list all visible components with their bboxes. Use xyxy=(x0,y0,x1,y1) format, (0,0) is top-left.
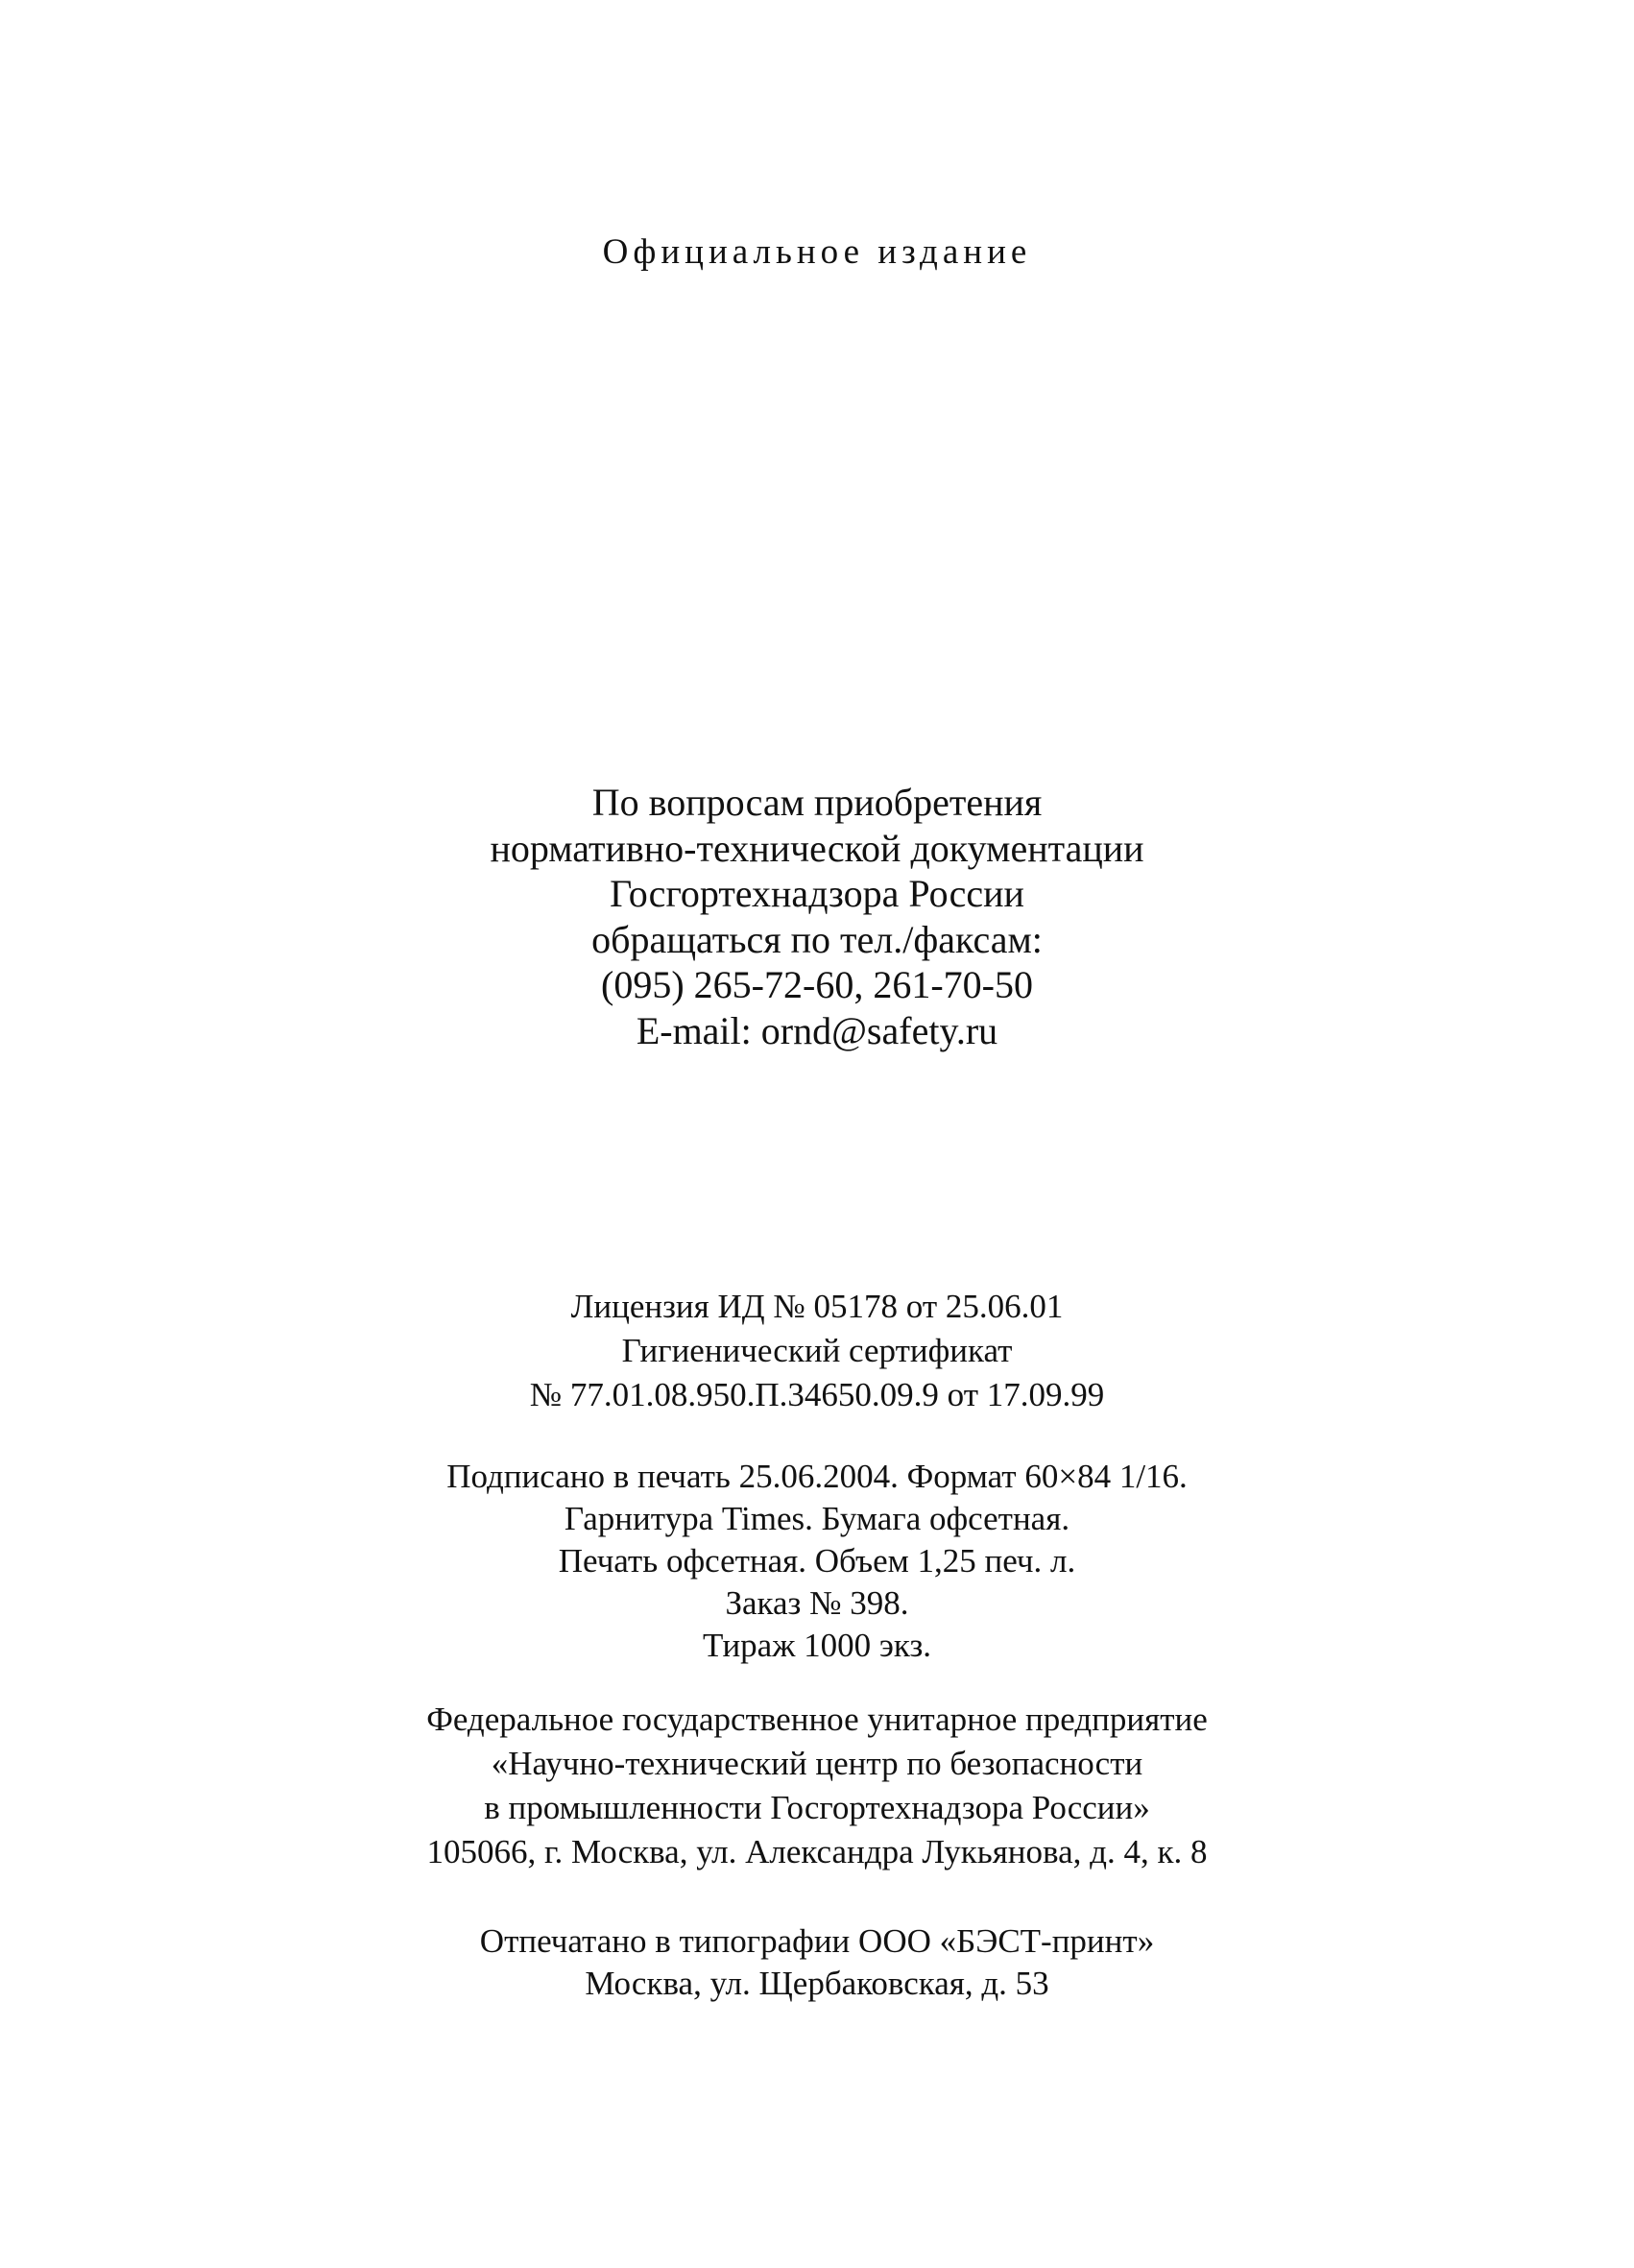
contacts-line: нормативно-технической документации xyxy=(490,826,1144,870)
publisher-line: «Научно-технический центр по безопасности xyxy=(491,1745,1143,1782)
contacts-email: E-mail: ornd@safety.ru xyxy=(636,1008,998,1052)
license-info xyxy=(0,1285,1634,1417)
print-run: Тираж 1000 экз. xyxy=(702,1627,932,1664)
edition-title: Официальное издание xyxy=(602,232,1032,272)
printer-address: Москва, ул. Щербаковская, д. 53 xyxy=(585,1965,1049,2002)
contacts-line: Госгортехнадзора России xyxy=(610,872,1024,915)
printer-line: Отпечатано в типографии ООО «БЭСТ-принт» xyxy=(479,1922,1155,1960)
print-details xyxy=(0,1456,1634,1667)
publisher-address: 105066, г. Москва, ул. Александра Лукьянова, д. 4, к. 8 xyxy=(426,1833,1208,1870)
print-detail-line: Гарнитура Times. Бумага офсетная. xyxy=(564,1500,1070,1537)
print-detail-line: Печать офсетная. Объем 1,25 печ. л. xyxy=(558,1542,1076,1580)
certificate-title: Гигиенический сертификат xyxy=(621,1332,1013,1369)
publisher-line: в промышленности Госгортехнадзора России» xyxy=(484,1789,1150,1826)
contacts-phone: (095) 265-72-60, 261-70-50 xyxy=(601,963,1033,1006)
purchase-contacts xyxy=(0,780,1634,1053)
edition-header xyxy=(0,229,1634,277)
certificate-number: № 77.01.08.950.П.34650.09.9 от 17.09.99 xyxy=(529,1376,1105,1413)
contacts-line: обращаться по тел./факсам: xyxy=(591,917,1043,961)
publisher-info xyxy=(0,1698,1634,1874)
print-detail-line: Подписано в печать 25.06.2004. Формат 60×84 1/16. xyxy=(446,1458,1188,1495)
publisher-line: Федеральное государственное унитарное предприятие xyxy=(426,1701,1208,1738)
printer-info xyxy=(0,1920,1634,2005)
contacts-line: По вопросам приобретения xyxy=(591,781,1043,824)
license-line: Лицензия ИД № 05178 от 25.06.01 xyxy=(570,1288,1064,1325)
order-number: Заказ № 398. xyxy=(725,1584,909,1622)
